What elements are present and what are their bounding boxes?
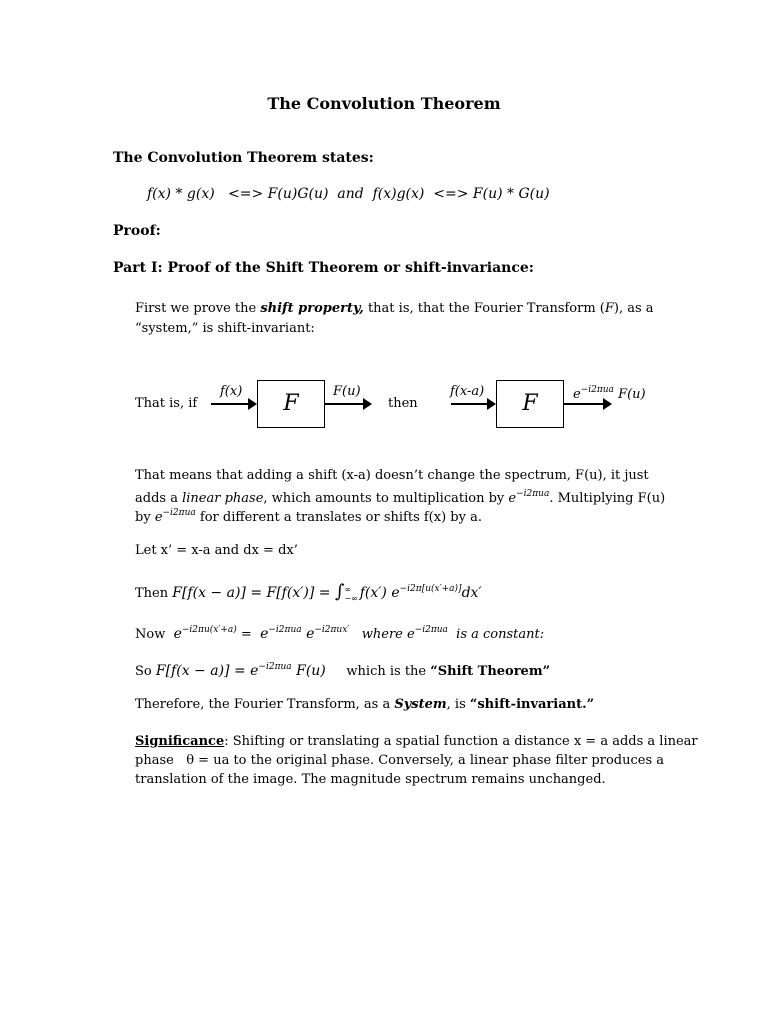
- shifted-fu: F(u): [618, 387, 646, 402]
- now-line: [135, 621, 544, 644]
- shift-formula: F[f(x − a)] = e: [155, 663, 259, 679]
- significance-text-1: : Shifting or translating a spatial function a distance x = a adds a linear: [224, 734, 698, 749]
- output-fu-label: F(u): [333, 384, 361, 399]
- therefore-line: [135, 695, 594, 714]
- intro-line-1: [135, 299, 654, 318]
- exp-base: e: [260, 626, 269, 642]
- so-label: So: [135, 664, 156, 679]
- input-fx-label: f(x): [220, 384, 243, 399]
- input-arrow-1: [211, 403, 255, 405]
- exp-power: −i2πu(x′+a): [181, 625, 237, 635]
- therefore-text-b: , is: [446, 697, 470, 712]
- differential: dx′: [461, 585, 482, 601]
- transform-box-1: [257, 380, 325, 428]
- where-clause: where e: [349, 627, 415, 642]
- system-term: System: [394, 697, 447, 712]
- means-text-d: by: [135, 510, 155, 525]
- then-line: [135, 580, 482, 603]
- exp-power: −i2πua: [516, 489, 550, 499]
- states-heading: The Convolution Theorem states:: [113, 150, 374, 166]
- exp-power: −i2πua: [580, 385, 614, 395]
- output-shifted-label: [573, 385, 646, 402]
- means-text-a: adds a: [135, 491, 183, 506]
- integrand: f(x′) e: [359, 585, 400, 601]
- exp-power: −i2πua: [162, 508, 196, 518]
- so-line: [135, 658, 550, 681]
- exp-power: −i2πua: [268, 625, 302, 635]
- shift-invariant-term: “shift-invariant.”: [469, 697, 595, 712]
- exp-base: e: [573, 387, 581, 402]
- integrand-power: −i2π[u(x′+a)]: [399, 584, 462, 594]
- intro-text-c: ), as a: [613, 301, 654, 316]
- exp-power: −i2πua: [414, 625, 448, 635]
- means-line-3: [135, 504, 482, 527]
- states-formula: f(x) * g(x) <=> F(u)G(u) and f(x)g(x) <=> F(u) * G(u): [147, 186, 550, 202]
- which-text: which is the: [325, 664, 431, 679]
- significance-line-1: [135, 732, 698, 751]
- means-text-c: . Multiplying F(u): [549, 491, 666, 506]
- shift-property-term: shift property,: [260, 301, 364, 316]
- integral-lower: −∞: [344, 593, 358, 603]
- significance-line-3: translation of the image. The magnitude spectrum remains unchanged.: [135, 772, 606, 787]
- then-label-text: Then: [135, 586, 173, 601]
- shift-formula-tail: F(u): [291, 663, 326, 679]
- proof-heading: Proof:: [113, 223, 161, 239]
- intro-text-a: First we prove the: [135, 301, 261, 316]
- then-label: then: [388, 396, 418, 411]
- integral-sign: ∫: [334, 581, 345, 602]
- significance-label: Significance: [135, 734, 225, 749]
- intro-line-2: “system,” is shift-invariant:: [135, 321, 315, 336]
- exp-power: −i2πux′: [314, 625, 350, 635]
- exp-base: e: [154, 510, 163, 525]
- therefore-text-a: Therefore, the Fourier Transform, as a: [135, 697, 395, 712]
- transform-box-2: [496, 380, 564, 428]
- exp-base: e: [301, 626, 315, 642]
- output-arrow-2: [564, 403, 610, 405]
- output-arrow-1: [325, 403, 370, 405]
- linear-phase-term: linear phase: [182, 491, 264, 506]
- then-lhs: F[f(x − a)] = F[f(x′)] =: [172, 585, 335, 601]
- means-text-b: , which amounts to multiplication by: [263, 491, 509, 506]
- shift-theorem-name: “Shift Theorem”: [430, 664, 551, 679]
- fourier-symbol: F: [604, 301, 614, 316]
- significance-line-2: phase θ = ua to the original phase. Conversely, a linear phase filter produces a: [135, 753, 665, 768]
- fourier-box-symbol-1: F: [283, 391, 299, 416]
- input-arrow-2: [451, 403, 494, 405]
- integral-upper: ∞: [344, 584, 352, 594]
- exp-base: e: [508, 491, 517, 506]
- fourier-box-symbol-2: F: [522, 391, 538, 416]
- let-line: Let x’ = x-a and dx = dx’: [135, 543, 298, 558]
- now-label: Now: [135, 627, 174, 642]
- input-fxa-label: f(x-a): [450, 384, 485, 399]
- page-title: The Convolution Theorem: [267, 94, 501, 113]
- constant-clause: is a constant:: [447, 627, 545, 642]
- exp-power: −i2πua: [258, 662, 292, 672]
- part1-heading: Part I: Proof of the Shift Theorem or shift-invariance:: [113, 260, 534, 276]
- means-text-e: for different a translates or shifts f(x) by a.: [195, 510, 482, 525]
- equals: =: [236, 627, 261, 642]
- that-is-if-label: That is, if: [135, 396, 198, 411]
- exp-base: e: [173, 626, 182, 642]
- intro-text-b: that is, that the Fourier Transform (: [363, 301, 605, 316]
- means-line-1: That means that adding a shift (x-a) doesn’t change the spectrum, F(u), it just: [135, 468, 649, 483]
